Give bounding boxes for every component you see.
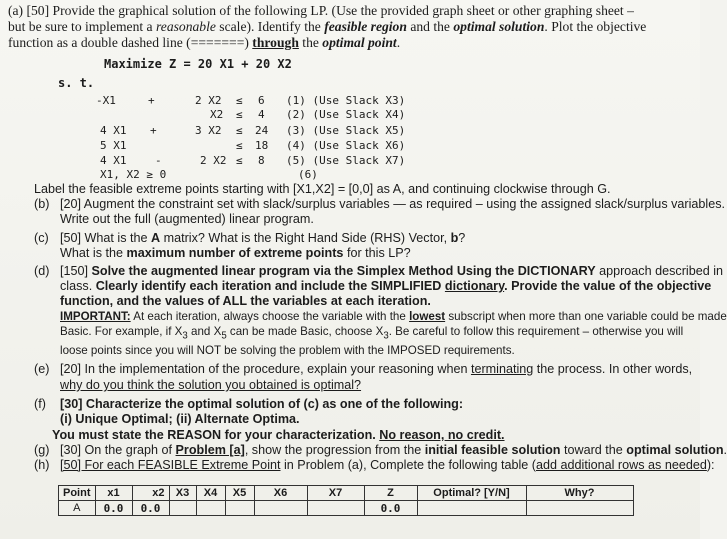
c3-lhs-a: 4 X1 bbox=[100, 124, 127, 137]
table-header-row bbox=[59, 486, 634, 501]
header-x2: x2 bbox=[132, 486, 169, 501]
part-b-line-1: [20] Augment the constraint set with slack/surplus variables — as required – using the assigned slack/surplus variables. bbox=[60, 197, 726, 211]
c-text-2c: for this LP? bbox=[343, 246, 411, 260]
c-text-2b: maximum number of extreme points bbox=[126, 246, 344, 260]
part-d-line-6: loose points since you will NOT be solving the problem with the IMPOSED requirements. bbox=[60, 344, 515, 357]
part-d-tag: (d) bbox=[34, 264, 50, 278]
c4-lhs-a: 5 X1 bbox=[100, 139, 127, 152]
cell-optimal bbox=[417, 501, 526, 516]
nonneg-constraint: X1, X2 ≥ 0 bbox=[100, 168, 167, 181]
intro-text-1: (a) [50] Provide the graphical solution of the following LP. (Use the provided graph sheet or other graphing sheet – bbox=[8, 3, 634, 18]
intro-text-2e: and the bbox=[406, 19, 454, 34]
part-d-line-2 bbox=[60, 279, 711, 293]
h-text-1c: add additional rows as needed bbox=[536, 458, 707, 472]
intro-text-2d: feasible region bbox=[324, 19, 407, 34]
intro-text-3b: through bbox=[252, 35, 299, 50]
intro-text-2c: scale). Identify the bbox=[215, 19, 325, 34]
d-text-4b: At each iteration, always choose the variable with the bbox=[130, 310, 410, 323]
part-e-tag: (e) bbox=[34, 362, 50, 376]
d-text-2b: Clearly identify each iteration and include the SIMPLIFIED bbox=[95, 279, 442, 293]
subject-to-label: s. t. bbox=[58, 76, 95, 90]
c-text-1d: b bbox=[450, 231, 459, 245]
part-d-line-3 bbox=[60, 294, 431, 308]
d-text-5d: 5 bbox=[221, 330, 227, 342]
part-b-tag: (b) bbox=[34, 197, 50, 211]
h-text-1b: in Problem (a), Complete the following table ( bbox=[280, 458, 536, 472]
part-d-line-1 bbox=[60, 264, 723, 278]
cell-x5 bbox=[225, 501, 254, 516]
g-text-1d: initial feasible solution bbox=[424, 443, 561, 457]
d-text-5a: Basic. For example, if X bbox=[60, 325, 183, 338]
table-row bbox=[59, 501, 634, 516]
part-f-tag: (f) bbox=[34, 397, 46, 411]
c5-lhs-a: 4 X1 bbox=[100, 154, 127, 167]
cell-x4 bbox=[196, 501, 225, 516]
h-text-1a: [50] For each FEASIBLE Extreme Point bbox=[60, 458, 281, 472]
intro-text-2g: . Plot the objective bbox=[544, 19, 647, 34]
c1-lhs-b: 2 X2 bbox=[195, 94, 222, 107]
c-text-1a: [50] What is the bbox=[60, 231, 151, 245]
e-text-2: why do you think the solution you obtained is optimal? bbox=[60, 378, 362, 392]
c3-rhs: 24 bbox=[255, 124, 269, 137]
cell-x6 bbox=[254, 501, 307, 516]
f-text-3a: You must state the REASON for your characterization. bbox=[52, 428, 380, 442]
d-text-1e: approach described in bbox=[595, 264, 724, 278]
intro-text-2a: but be sure to implement a bbox=[8, 19, 156, 34]
intro-text-3e: . bbox=[396, 35, 401, 50]
d-text-2e: . Provide the value of the objective bbox=[504, 279, 712, 293]
c2-lhs-b: X2 bbox=[210, 108, 224, 121]
d-text-1d: Using the DICTIONARY bbox=[456, 264, 596, 278]
part-h-tag: (h) bbox=[34, 458, 50, 472]
part-g-tag: (g) bbox=[34, 443, 50, 457]
cell-x7 bbox=[307, 501, 364, 516]
f-text-2: (i) Unique Optimal; (ii) Alternate Optima. bbox=[60, 412, 300, 426]
d-text-5c: and X bbox=[187, 325, 222, 338]
c5-rhs: 8 bbox=[258, 154, 265, 167]
e-text-1b: terminating bbox=[470, 362, 534, 376]
header-optimal: Optimal? [Y/N] bbox=[417, 486, 526, 501]
g-text-1f: optimal solution bbox=[626, 443, 724, 457]
c1-lhs-a: -X1 bbox=[96, 94, 116, 107]
c5-rel: ≤ bbox=[236, 154, 243, 167]
c4-note: (4) (Use Slack X6) bbox=[286, 139, 406, 152]
cell-point: A bbox=[59, 501, 96, 516]
part-b-line-2: Write out the full (augmented) linear program. bbox=[60, 212, 314, 226]
intro-text-2f: optimal solution bbox=[453, 19, 545, 34]
c-text-1b: A bbox=[151, 231, 161, 245]
c-text-1e: ? bbox=[458, 231, 466, 245]
c-text-2a: What is the bbox=[60, 246, 127, 260]
d-text-5b: 3 bbox=[182, 330, 188, 342]
part-e-line-2 bbox=[60, 378, 361, 392]
cell-z: 0.0 bbox=[364, 501, 417, 516]
c2-rel: ≤ bbox=[236, 108, 243, 121]
intro-line-2 bbox=[8, 19, 646, 34]
d-text-2a: class. bbox=[60, 279, 96, 293]
part-d-line-5 bbox=[60, 325, 683, 343]
c5-op: - bbox=[155, 154, 162, 167]
c-text-1c: matrix? What is the Right Hand Side (RHS) Vector, bbox=[160, 231, 451, 245]
c5-lhs-b: 2 X2 bbox=[200, 154, 227, 167]
d-text-4d: subscript when more than one variable could be made bbox=[445, 310, 727, 323]
c1-rhs: 6 bbox=[258, 94, 265, 107]
part-f-line-3 bbox=[52, 428, 505, 442]
header-x3: X3 bbox=[169, 486, 196, 501]
part-f-line-1 bbox=[60, 397, 463, 411]
header-x4: X4 bbox=[196, 486, 225, 501]
cell-x1: 0.0 bbox=[95, 501, 132, 516]
c3-lhs-b: 3 X2 bbox=[195, 124, 222, 137]
intro-text-2b: reasonable bbox=[156, 19, 216, 34]
c2-rhs: 4 bbox=[258, 108, 265, 121]
part-d-line-4 bbox=[60, 310, 727, 324]
d-text-2d: dictionary bbox=[444, 279, 505, 293]
g-text-1b: Problem [a] bbox=[175, 443, 245, 457]
objective-function: Maximize Z = 20 X1 + 20 X2 bbox=[104, 57, 292, 71]
c1-note: (1) (Use Slack X3) bbox=[286, 94, 406, 107]
c3-rel: ≤ bbox=[236, 124, 243, 137]
intro-text-3a: function as a double dashed line (=======) bbox=[8, 35, 253, 50]
d-text-4c: lowest bbox=[409, 310, 446, 323]
d-text-3: function, and the values of ALL the variables at each iteration. bbox=[60, 294, 431, 308]
header-point: Point bbox=[59, 486, 96, 501]
header-z: Z bbox=[364, 486, 417, 501]
c5-note: (5) (Use Slack X7) bbox=[286, 154, 406, 167]
c1-op: + bbox=[148, 94, 155, 107]
part-c-line-2 bbox=[60, 246, 411, 260]
extreme-points-table bbox=[58, 485, 634, 516]
c1-rel: ≤ bbox=[236, 94, 243, 107]
d-text-5g: . Be careful to follow this requirement – otherwise you will bbox=[388, 325, 684, 338]
part-h-line-1 bbox=[60, 458, 715, 472]
g-text-1e: toward the bbox=[560, 443, 627, 457]
nonneg-note: (6) bbox=[298, 168, 318, 181]
header-x1: x1 bbox=[95, 486, 132, 501]
cell-x2: 0.0 bbox=[132, 501, 169, 516]
part-g-line-1 bbox=[60, 443, 727, 457]
c4-rhs: 18 bbox=[255, 139, 269, 152]
c3-note: (3) (Use Slack X5) bbox=[286, 124, 406, 137]
header-x6: X6 bbox=[254, 486, 307, 501]
header-x5: X5 bbox=[225, 486, 254, 501]
c2-note: (2) (Use Slack X4) bbox=[286, 108, 406, 121]
d-text-1b: Solve the augmented linear program via the Simplex Method bbox=[91, 264, 454, 278]
d-text-1a: [150] bbox=[60, 264, 92, 278]
g-text-1g: . bbox=[723, 443, 727, 457]
header-x7: X7 bbox=[307, 486, 364, 501]
f-text-3b: No reason, no credit. bbox=[379, 428, 505, 442]
c4-rel: ≤ bbox=[236, 139, 243, 152]
e-text-1c: the process. In other words, bbox=[533, 362, 693, 376]
e-text-1a: [20] In the implementation of the procedure, explain your reasoning when bbox=[60, 362, 471, 376]
intro-text-3d: optimal point bbox=[322, 35, 397, 50]
f-text-1: [30] Characterize the optimal solution of (c) as one of the following: bbox=[60, 397, 464, 411]
h-text-1d: ): bbox=[706, 458, 715, 472]
part-e-line-1 bbox=[60, 362, 692, 376]
part-c-line-1 bbox=[60, 231, 465, 245]
d-text-4a: IMPORTANT: bbox=[60, 310, 131, 323]
header-why: Why? bbox=[526, 486, 633, 501]
d-text-5e: can be made Basic, choose X bbox=[226, 325, 384, 338]
intro-line-3 bbox=[8, 35, 400, 50]
d-text-5f: 3 bbox=[383, 330, 389, 342]
cell-x3 bbox=[169, 501, 196, 516]
intro-line-1 bbox=[8, 3, 634, 18]
label-instruction: Label the feasible extreme points starting with [X1,X2] = [0,0] as A, and continuing clockwise through G. bbox=[34, 182, 611, 196]
part-f-line-2 bbox=[60, 412, 300, 426]
c3-op: + bbox=[150, 124, 157, 137]
part-c-tag: (c) bbox=[34, 231, 49, 245]
intro-text-3c: the bbox=[298, 35, 323, 50]
g-text-1c: , show the progression from the bbox=[244, 443, 425, 457]
cell-why bbox=[526, 501, 633, 516]
g-text-1a: [30] On the graph of bbox=[60, 443, 176, 457]
